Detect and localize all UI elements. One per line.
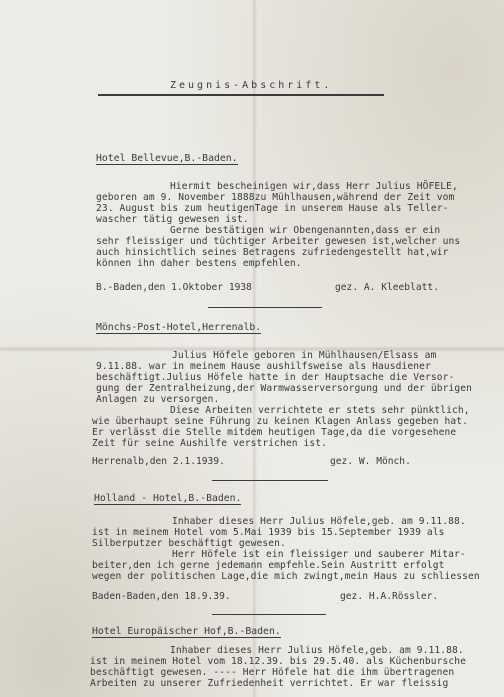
section-2-line: Zeit für seine Aushilfe verstrichen ist.	[92, 438, 328, 449]
section-4-line: Arbeiten zu unserer Zufriedenheit verrichtet. Er war fleissig	[90, 678, 449, 689]
section-2-line: Diese Arbeiten verrichtete er stets sehr pünktlich,	[170, 405, 470, 416]
section-4-line: beschäftigt gewesen. ---- Herr Höfele hat die ihm übertragenen	[90, 667, 455, 678]
section-1-line: wascher tätig gewesen ist.	[96, 214, 249, 225]
section-3-line: beiter,den ich gerne jedemann empfehle.Sein Austritt erfolgt	[92, 560, 445, 571]
section-2-line: beschäftigt.Julius Höfele hatte in der Hauptsache die Versor-	[96, 372, 455, 383]
section-2-line: Anlagen zu versorgen.	[96, 394, 220, 405]
section-separator	[208, 307, 322, 308]
section-3-line: Inhaber dieses Herr Julius Höfele,geb. am 9.11.88.	[172, 516, 466, 527]
section-3-line: Herr Höfele ist ein fleissiger und sauberer Mitar-	[172, 549, 466, 560]
section-2-line: Er verlässt die Stelle mitdem heutigen Tage,da die vorgesehene	[92, 427, 457, 438]
section-3-line: ist in meinem Hotel vom 5.Mai 1939 bis 15.September 1939 als	[92, 527, 445, 538]
section-1-line: auch hinsichtlich seines Betragens zufriedengestellt hat,wir	[96, 247, 449, 258]
section-1-line: Gerne bestätigen wir Obengenannten,dass er ein	[170, 225, 441, 236]
section-3-line: Silberputzer beschäftigt gewesen.	[92, 538, 286, 549]
section-2-line: Julius Höfele geboren in Mühlhausen/Elsass am	[172, 350, 437, 361]
section-2-line: wie überhaupt seine Führung zu keinen Klagen Anlass gegeben hat.	[92, 416, 469, 427]
section-4-line: ist in meinem Hotel vom 18.12.39. bis 29.5.40. als Küchenbursche	[90, 656, 467, 667]
section-1-line: Hiermit bescheinigen wir,dass Herr Julius HÖFELE,	[170, 181, 458, 192]
section-1-line: geboren am 9. November 1888zu Mühlhausen,während der Zeit vom	[96, 192, 455, 203]
section-separator	[212, 480, 328, 481]
section-separator	[212, 614, 326, 615]
section-3-place-date: Baden-Baden,den 18.9.39.	[92, 591, 231, 602]
section-2-heading: Mönchs-Post-Hotel,Herrenalb.	[96, 322, 262, 333]
section-3-line: wegen der politischen Lage,die mich zwingt,mein Haus zu schliessen	[92, 571, 480, 582]
section-1-signature: gez. A. Kleeblatt.	[335, 282, 439, 293]
section-4-line: Inhaber dieses Herr Julius Höfele,geb. am 9.11.88.	[170, 645, 464, 656]
document-title: Zeugnis-Abschrift.	[170, 80, 333, 91]
title-underline	[98, 94, 384, 96]
section-1-line: sehr fleissiger und tüchtiger Arbeiter gewesen ist,welcher uns	[96, 236, 461, 247]
section-2-signature: gez. W. Mönch.	[330, 456, 411, 467]
section-3-heading: Holland - Hotel,B.-Baden.	[94, 493, 242, 504]
section-2-line: gung der Zentralheizung,der Warmwasserversorgung und der übrigen	[96, 383, 473, 394]
section-1-heading: Hotel Bellevue,B.-Baden.	[96, 153, 238, 164]
section-2-place-date: Herrenalb,den 2.1.1939.	[92, 456, 225, 467]
section-1-line: 23. August bis zum heutigenTage in unserem Hause als Teller-	[96, 203, 449, 214]
section-4-heading: Hotel Europäischer Hof,B.-Baden.	[92, 626, 281, 637]
section-3-signature: gez. H.A.Rössler.	[340, 591, 439, 602]
section-2-line: 9.11.88. war in meinem Hause aushilfsweise als Hausdiener	[96, 361, 431, 372]
section-1-line: können ihn daher bestens empfehlen.	[96, 258, 302, 269]
section-1-place-date: B.-Baden,den 1.Oktober 1938	[96, 282, 252, 293]
